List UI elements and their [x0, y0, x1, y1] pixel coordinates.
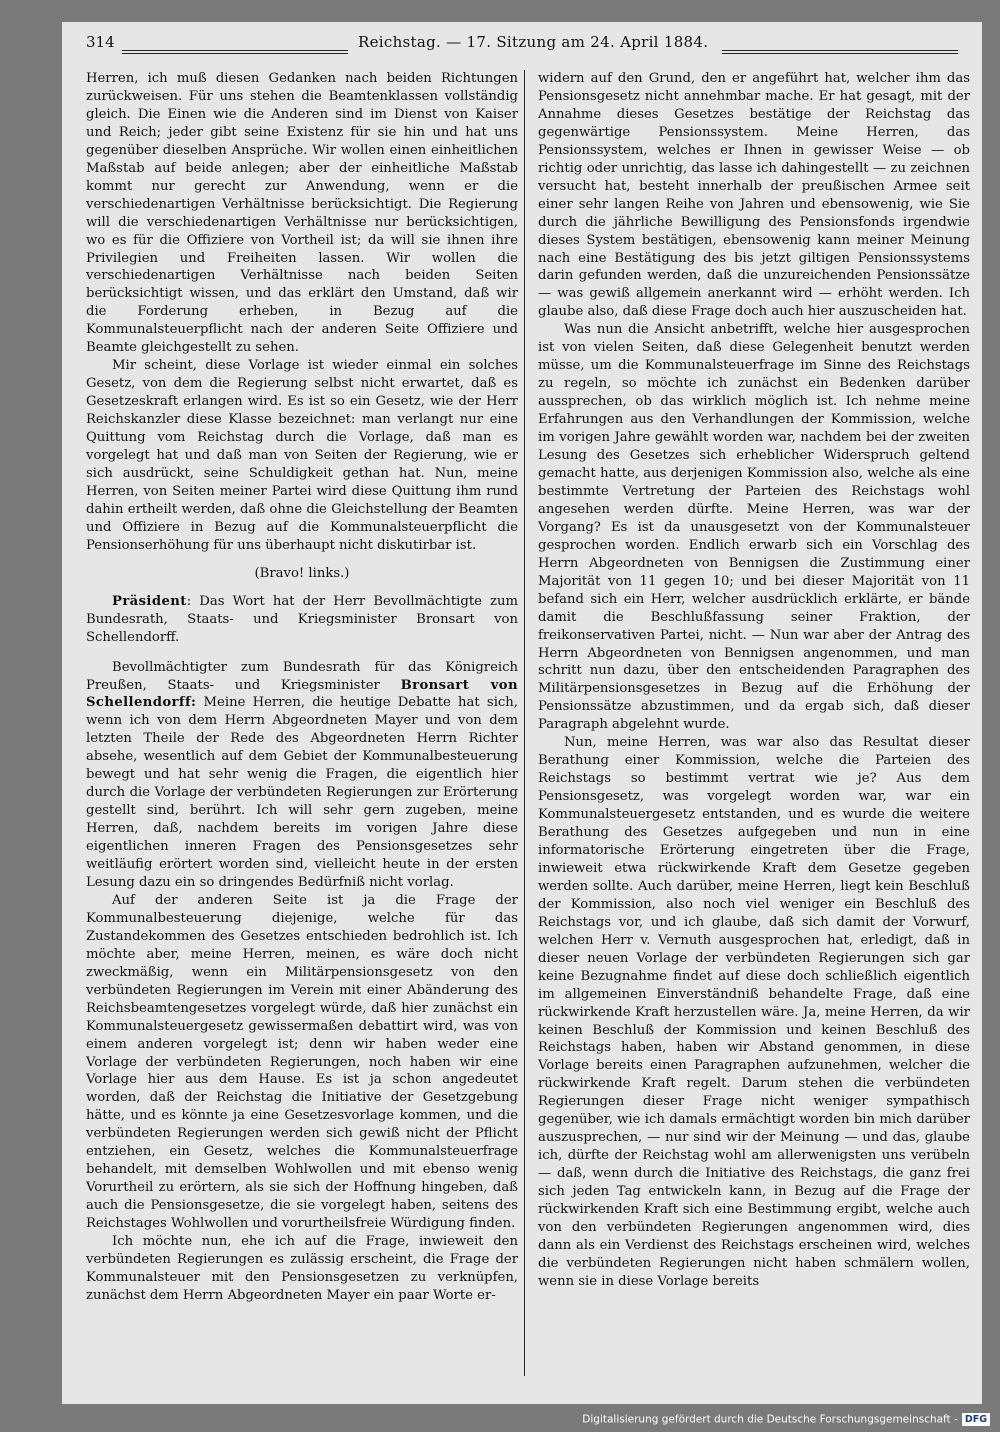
- paragraph: Was nun die Ansicht anbetrifft, welche hier ausgesprochen ist von vielen Seiten, daß diese Gelegenheit benutzt werden müsse, um die Kommunalsteuerfrage im Sinne des Reichstags zu regeln, so möchte ich zunächst ein Bedenken darüber aussprechen, ob das wirklich möglich ist. Ich nehme meine Erfahrungen aus den Verhandlungen der Kommission, welche im vorigen Jahre gewählt worden war, nachdem bei der zweiten Lesung des Gesetzes sich erheblicher Widerspruch geltend gemacht hatte, aus derjenigen Kommission also, welche als eine bestimmte Vertretung der Parteien des Reichstags wohl angesehen werden dürfte. Meine Herren, was war der Vorgang? Es ist da unausgesetzt von der Kommunalsteuer gesprochen worden. Endlich erwarb sich ein Vorschlag des Herrn Abgeordneten von Bennigsen die Zustimmung einer Majorität von 11 gegen 10; und bei dieser Majorität von 11 befand sich ein Herr, welcher ausdrücklich erklärte, er bände damit die Beschlußfassung seiner Fraktion, der freikonservativen Partei, nicht. — Nun war aber der Antrag des Herrn Abgeordneten von Bennigsen angenommen, und man schritt nun dazu, über den entscheidenden Paragraphen des Militärpensionsgesetzes in Bezug auf die Erhöhung der Pensionssätze abzustimmen, und da ergab sich, daß dieser Paragraph abgelehnt wurde.: [538, 322, 970, 733]
- dfg-logo: DFG: [962, 1413, 990, 1426]
- speaker-intro: Bevollmächtigter zum Bundesrath für das Königreich Preußen, Staats- und Kriegsminister: [86, 659, 518, 693]
- column-divider: [524, 70, 525, 1376]
- footer-text: Digitalisierung gefördert durch die Deutsche Forschungsgemeinschaft -: [582, 1413, 958, 1426]
- right-column: [538, 70, 970, 1291]
- speaker-name: Bronsart von Schellendorff:: [86, 677, 518, 711]
- paragraph: Herren, ich muß diesen Gedanken nach beiden Richtungen zurückweisen. Für uns stehen die Beamtenklassen vollständig gleich. Die Einen wie die Anderen sind im Dienst von Kaiser und Reich; jeder gibt seine Existenz für sie hin und hat uns gegenüber dieselben Ansprüche. Wir wollen einen einheitlichen Maßstab auf beide anlegen; aber der einheitliche Maßstab kommt nur gerecht zur Anwendung, wenn er die verschiedenartigen Verhältnisse berücksichtigt. Die Regierung will die verschiedenartigen Verhältnisse nur berücksichtigen, wo es für die Offiziere von Vortheil ist; da will sie ihnen ihre Privilegien und Freiheiten lassen. Wir wollen die verschiedenartigen Verhältnisse nach beiden Seiten berücksichtigt wissen, und das erklärt den Umstand, daß wir die Forderung erheben, in Bezug auf die Kommunalsteuerpflicht nach der anderen Seite Offiziere und Beamte gleichgestellt zu sehen.: [86, 71, 518, 356]
- speech-paragraph: [86, 659, 518, 892]
- running-title: Reichstag. — 17. Sitzung am 24. April 1884.: [358, 33, 709, 51]
- paragraph: Ich möchte nun, ehe ich auf die Frage, inwieweit den verbündeten Regierungen es zulässig erscheint, die Frage der Kommunalsteuer mit den Pensionsgesetzen zu verknüpfen, zunächst dem Herrn Abgeordneten Mayer ein paar Worte er-: [86, 1234, 518, 1303]
- header-rule-right: [722, 50, 958, 54]
- president-label: Präsident: [112, 593, 187, 609]
- document-page: [62, 22, 982, 1404]
- spacer: [86, 647, 518, 659]
- page-header: [86, 32, 958, 56]
- president-statement: [86, 593, 518, 647]
- left-column: [86, 70, 518, 1305]
- header-rule-left: [122, 50, 348, 54]
- speech-text: Meine Herren, die heutige Debatte hat sich, wenn ich von dem Herrn Abgeordneten Mayer und von dem letzten Theile der Rede des Abgeordneten Herrn Richter absehe, wesentlich auf dem Gebiet der Kommunalbesteuerung bewegt und hat sehr wenig die Fragen, die eigentlich hier durch die Vorlage der verbündeten Regierungen zur Erörterung gestellt sind, berührt. Ich will sehr gern zugeben, meine Herren, daß, nachdem bereits im vorigen Jahre diese eigentlichen inneren Fragen des Pensionsgesetzes sehr weitläufig erörtert worden sind, vielleicht heute in der ersten Lesung dazu ein so dringendes Bedürfniß nicht vorlag.: [86, 695, 518, 890]
- page-number: 314: [86, 33, 115, 51]
- paragraph: widern auf den Grund, den er angeführt hat, welcher ihm das Pensionsgesetz nicht annehmbar mache. Er hat gesagt, mit der Annahme dieses Gesetzes bestätige der Reichstag das gegenwärtige Pensionssystem. Meine Herren, das Pensionssystem, welches er Ihnen in gewisser Weise — ob richtig oder unrichtig, das lasse ich dahingestellt — zu zeichnen versucht hat, besteht innerhalb der preußischen Armee seit einer sehr langen Reihe von Jahren und ebensowenig, wie Sie durch die jährliche Bewilligung des Pensionsfonds irgendwie dieses System bestätigen, ebensowenig kann meiner Meinung nach eine Bestätigung des bis jetzt giltigen Pensionssystems darin gefunden werden, daß die unzureichenden Pensionssätze — was gewiß allgemein anerkannt wird — erhöht werden. Ich glaube also, daß diese Frage doch auch hier auszuscheiden hat.: [538, 71, 970, 320]
- paragraph: Mir scheint, diese Vorlage ist wieder einmal ein solches Gesetz, von dem die Regierung selbst nicht erwartet, daß es Gesetzeskraft erlangen wird. Es ist so ein Gesetz, wie der Herr Reichskanzler diese Klasse bezeichnet: man verlangt nur eine Quittung vom Reichstag durch die Vorlage, daß man es vorgelegt hat und daß man von Seiten der Regierung, wie er sich ausdrückt, seine Schuldigkeit gethan hat. Nun, meine Herren, von Seiten meiner Partei wird diese Quittung ihm rund dahin ertheilt werden, daß ohne die Gleichstellung der Beamten und Offiziere in Bezug auf die Kommunalsteuerpflicht die Pensionserhöhung für uns überhaupt nicht diskutirbar ist.: [86, 358, 518, 553]
- paragraph: Auf der anderen Seite ist ja die Frage der Kommunalbesteuerung diejenige, welche für das Zustandekommen des Gesetzes entschieden bedrohlich ist. Ich möchte aber, meine Herren, meinen, es wäre doch nicht zweckmäßig, wenn ein Militärpensionsgesetz von den verbündeten Regierungen im Verein mit einer Abänderung des Reichsbeamtengesetzes vorgelegt würde, daß hier zunächst ein Kommunalsteuergesetz gewissermaßen debattirt wird, was von einem anderen vorgelegt ist; denn wir haben weder eine Vorlage der verbündeten Regierungen, noch haben wir eine Vorlage hier aus dem Hause. Es ist ja schon angedeutet worden, daß der Reichstag die Initiative der Gesetzgebung hätte, und es könnte ja eine Gesetzesvorlage kommen, und die verbündeten Regierungen werden sich gewiß nicht der Pflicht entziehen, ein Gesetz, welches die Kommunalsteuerfrage behandelt, mit demselben Wohlwollen und mit ebenso wenig Vorurtheil zu erörtern, als sie sich der Hoffnung hingeben, daß auch die Pensionsgesetze, die sie vorgelegt haben, seitens des Reichstages Wohlwollen und vorurtheilsfreie Würdigung finden.: [86, 892, 518, 1232]
- applause-note: (Bravo! links.): [254, 565, 350, 581]
- paragraph: Nun, meine Herren, was war also das Resultat dieser Berathung einer Kommission, welche die Parteien des Reichstags so bestimmt vertrat wie je? Aus dem Pensionsgesetz, was vorgelegt worden war, war ein Kommunalsteuergesetz entstanden, und es wurde die weitere Berathung des Gesetzes aufgegeben und nun in eine informatorische Erörterung eingetreten über die Frage, inwieweit etwa rückwirkende Kraft dem Gesetze gegeben werden sollte. Auch darüber, meine Herren, liegt kein Beschluß der Kommission, also noch viel weniger ein Beschluß des Reichstags vor, und ich glaube, daß sich damit der Vorwurf, welchen Herr v. Vernuth ausgesprochen hat, erledigt, daß in dieser neuen Vorlage der verbündeten Regierungen sich gar keine Bezugnahme findet auf diese doch schließlich eigentlich im allgemeinen Einverständniß behandelte Frage, daß eine rückwirkende Kraft herzustellen wäre. Ja, meine Herren, da wir keinen Beschluß der Kommission und keinen Beschluß des Reichstags haben, haben wir Abstand genommen, in diese Vorlage bereits einen Paragraphen aufzunehmen, welcher die rückwirkende Kraft regelt. Darum stehen die verbündeten Regierungen dieser Frage nicht weniger sympathisch gegenüber, wie ich damals ermächtigt worden bin mich darüber auszusprechen, — nur sind wir der Meinung — und das, glaube ich, dürfte der Reichstag wohl am allerwenigsten uns verübeln — daß, wenn durch die Initiative des Reichstags, die ganz frei sich jeden Tag entwickeln kann, in Bezug auf die Frage der rückwirkenden Kraft sich eine Bestimmung ergibt, welche auch von den verbündeten Regierungen angenommen wird, dies dann als ein Verdienst des Reichstags erscheinen wird, welches die verbündeten Regierungen nicht haben schmälern wollen, wenn sie in diese Vorlage bereits: [538, 735, 970, 1289]
- president-text: : Das Wort hat der Herr Bevollmächtigte zum Bundesrath, Staats- und Kriegsminister Bronsart von Schellendorff.: [86, 593, 518, 645]
- footer-credit: [582, 1413, 990, 1426]
